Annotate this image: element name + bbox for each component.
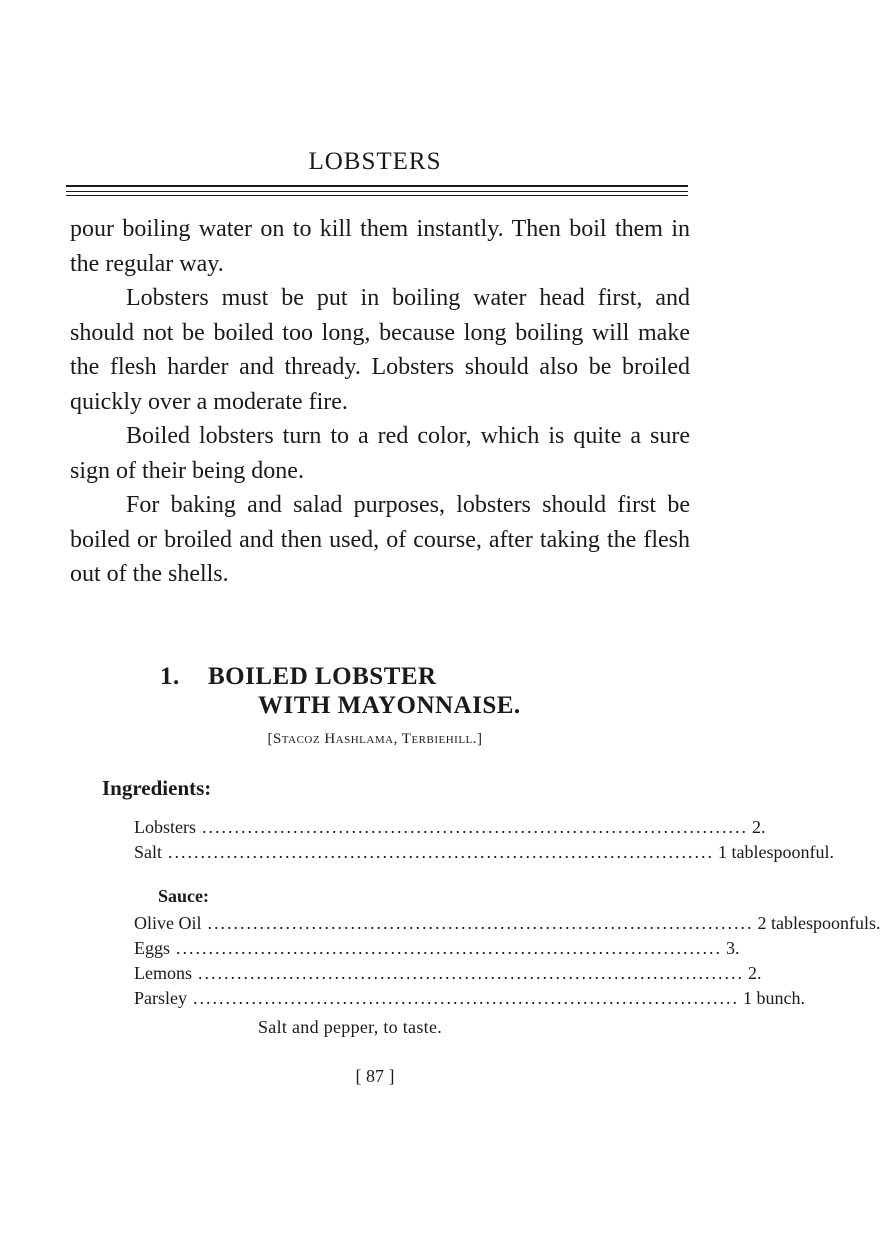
- ingredient-name: Parsley: [134, 988, 187, 1008]
- ingredient-row: [134, 911, 881, 936]
- ingredient-quantity: 1 tablespoonful.: [718, 842, 834, 862]
- leader-dots: ....................................................................................: [202, 817, 748, 837]
- ingredient-quantity: 2 tablespoonfuls.: [757, 913, 881, 933]
- ingredient-quantity: 2.: [752, 817, 766, 837]
- ingredient-name: Eggs: [134, 938, 170, 958]
- recipe-title-line2: WITH MAYONNAISE.: [258, 692, 521, 719]
- recipe-title-line1: BOILED LOBSTER: [208, 663, 437, 690]
- running-head: LOBSTERS: [308, 148, 442, 175]
- ingredient-row: [134, 840, 834, 865]
- ingredient-quantity: 3.: [726, 938, 740, 958]
- recipe-number: 1.: [160, 663, 180, 690]
- ingredients-list: [134, 815, 834, 865]
- ingredient-row: [134, 815, 766, 840]
- sauce-list: [134, 911, 881, 1011]
- ingredient-name: Lemons: [134, 963, 192, 983]
- ingredient-name: Salt: [134, 842, 163, 862]
- paragraph: Boiled lobsters turn to a red color, which is quite a sure sign of their being done.: [70, 423, 690, 484]
- leader-dots: ....................................................................................: [198, 963, 744, 983]
- ingredient-quantity: 2.: [748, 963, 762, 983]
- paragraph: Lobsters must be put in boiling water head first, and should not be boiled too long, because long boiling will make the flesh harder and thready. Lobsters should also be broiled quickly over a moderate fire.: [70, 285, 690, 415]
- seasoning-note: Salt and pepper, to taste.: [258, 1017, 443, 1037]
- ingredient-quantity: 1 bunch.: [743, 988, 805, 1008]
- leader-dots: ....................................................................................: [176, 938, 722, 958]
- ingredient-name: Lobsters: [134, 817, 196, 837]
- ingredients-heading: Ingredients:: [102, 776, 212, 800]
- header-rule: [66, 185, 688, 187]
- page-number: [ 87 ]: [355, 1066, 395, 1086]
- header-rule: [66, 195, 688, 196]
- recipe-subtitle: [Stacoz Hashlama, Terbiehill.]: [267, 731, 483, 747]
- ingredient-row: [134, 961, 762, 986]
- ingredient-row: [134, 936, 740, 961]
- paragraph: For baking and salad purposes, lobsters should first be boiled or broiled and then used, of course, after taking the flesh out of the shells.: [70, 492, 690, 587]
- leader-dots: ....................................................................................: [207, 913, 754, 933]
- ingredient-row: [134, 986, 805, 1011]
- paragraph: pour boiling water on to kill them instantly. Then boil them in the regular way.: [70, 216, 690, 277]
- body-text: [70, 212, 690, 592]
- leader-dots: ....................................................................................: [168, 842, 715, 862]
- leader-dots: ....................................................................................: [193, 988, 739, 1008]
- recipe-title: [160, 662, 521, 720]
- header-rule: [66, 191, 688, 192]
- sauce-heading: Sauce:: [158, 886, 209, 906]
- ingredient-name: Olive Oil: [134, 913, 202, 933]
